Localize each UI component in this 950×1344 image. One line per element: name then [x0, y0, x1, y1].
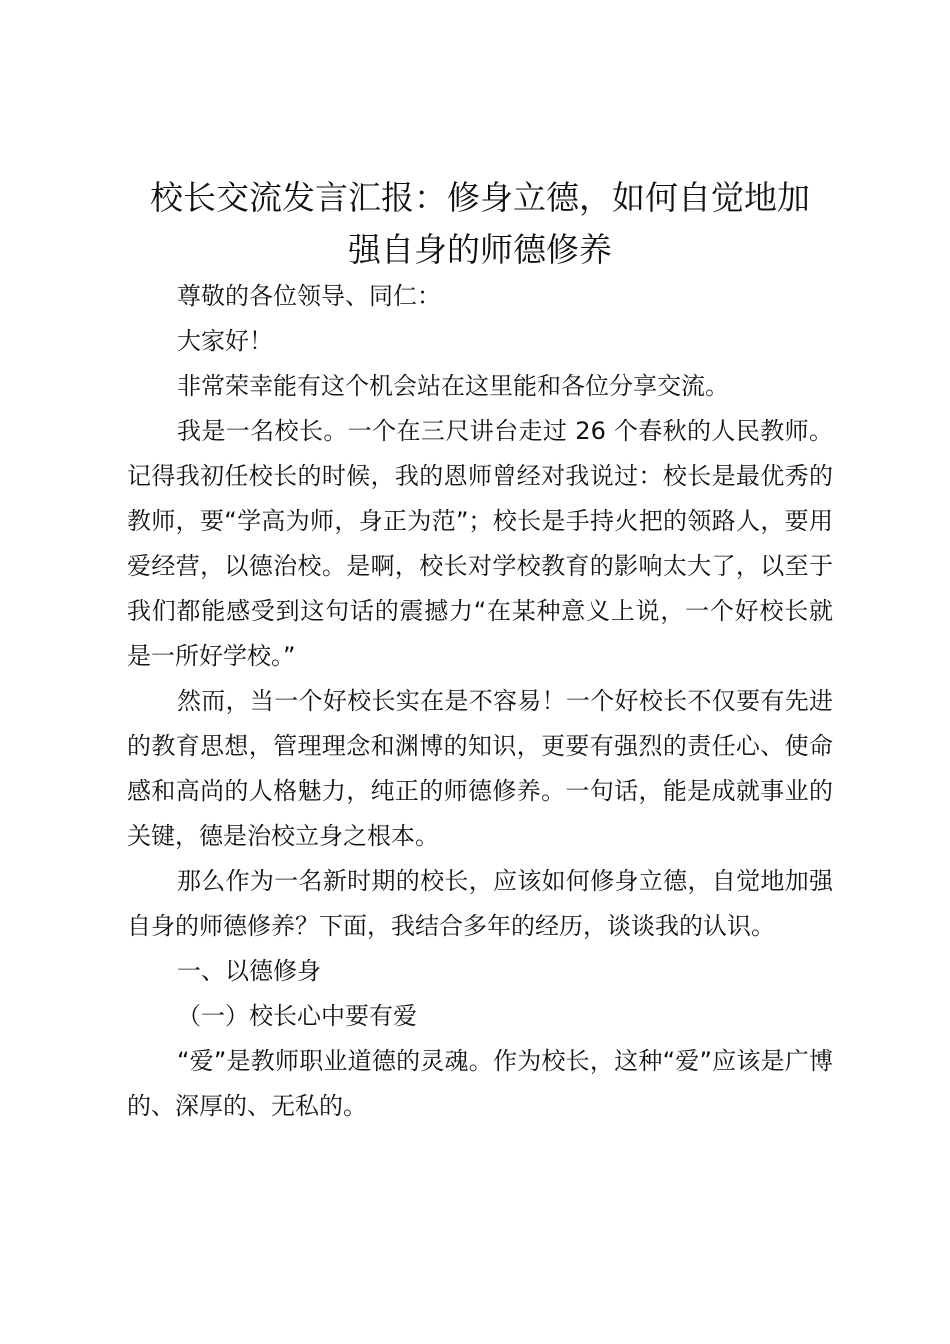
- section-heading: 一、以德修身: [177, 957, 321, 985]
- document-body: [127, 274, 833, 1129]
- body-paragraph: 非常荣幸能有这个机会站在这里能和各位分享交流。: [177, 372, 729, 400]
- greeting: 大家好！: [177, 327, 273, 355]
- body-paragraph: 我是一名校长。一个在三尺讲台走过 26 个春秋的人民教师。记得我初任校长的时候，我的恩师曾经对我说过：校长是最优秀的教师，要“学高为师，身正为范”；校长是手持火把的领路人，要用爱经营，以德治校。是啊，校长对学校教育的影响太大了，以至于我们都能感受到这句话的震撼力“在某种意义上说，一个好校长就是一所好学校。”: [127, 417, 833, 670]
- body-paragraph: 那么作为一名新时期的校长，应该如何修身立德，自觉地加强自身的师德修养？下面，我结合多年的经历，谈谈我的认识。: [127, 867, 833, 940]
- salutation: 尊敬的各位领导、同仁：: [177, 282, 441, 310]
- title-line-1: 校长交流发言汇报：修身立德，如何自觉地加: [150, 178, 810, 217]
- subsection-heading: （一）校长心中要有爱: [177, 1002, 417, 1030]
- body-paragraph: 然而，当一个好校长实在是不容易！一个好校长不仅要有先进的教育思想，管理理念和渊博的知识，更要有强烈的责任心、使命感和高尚的人格魅力，纯正的师德修养。一句话，能是成就事业的关键，德是治校立身之根本。: [127, 687, 833, 850]
- document-title: [120, 172, 840, 276]
- body-paragraph: “爱”是教师职业道德的灵魂。作为校长，这种“爱”应该是广博的、深厚的、无私的。: [127, 1047, 833, 1120]
- title-line-2: 强自身的师德修养: [348, 230, 612, 269]
